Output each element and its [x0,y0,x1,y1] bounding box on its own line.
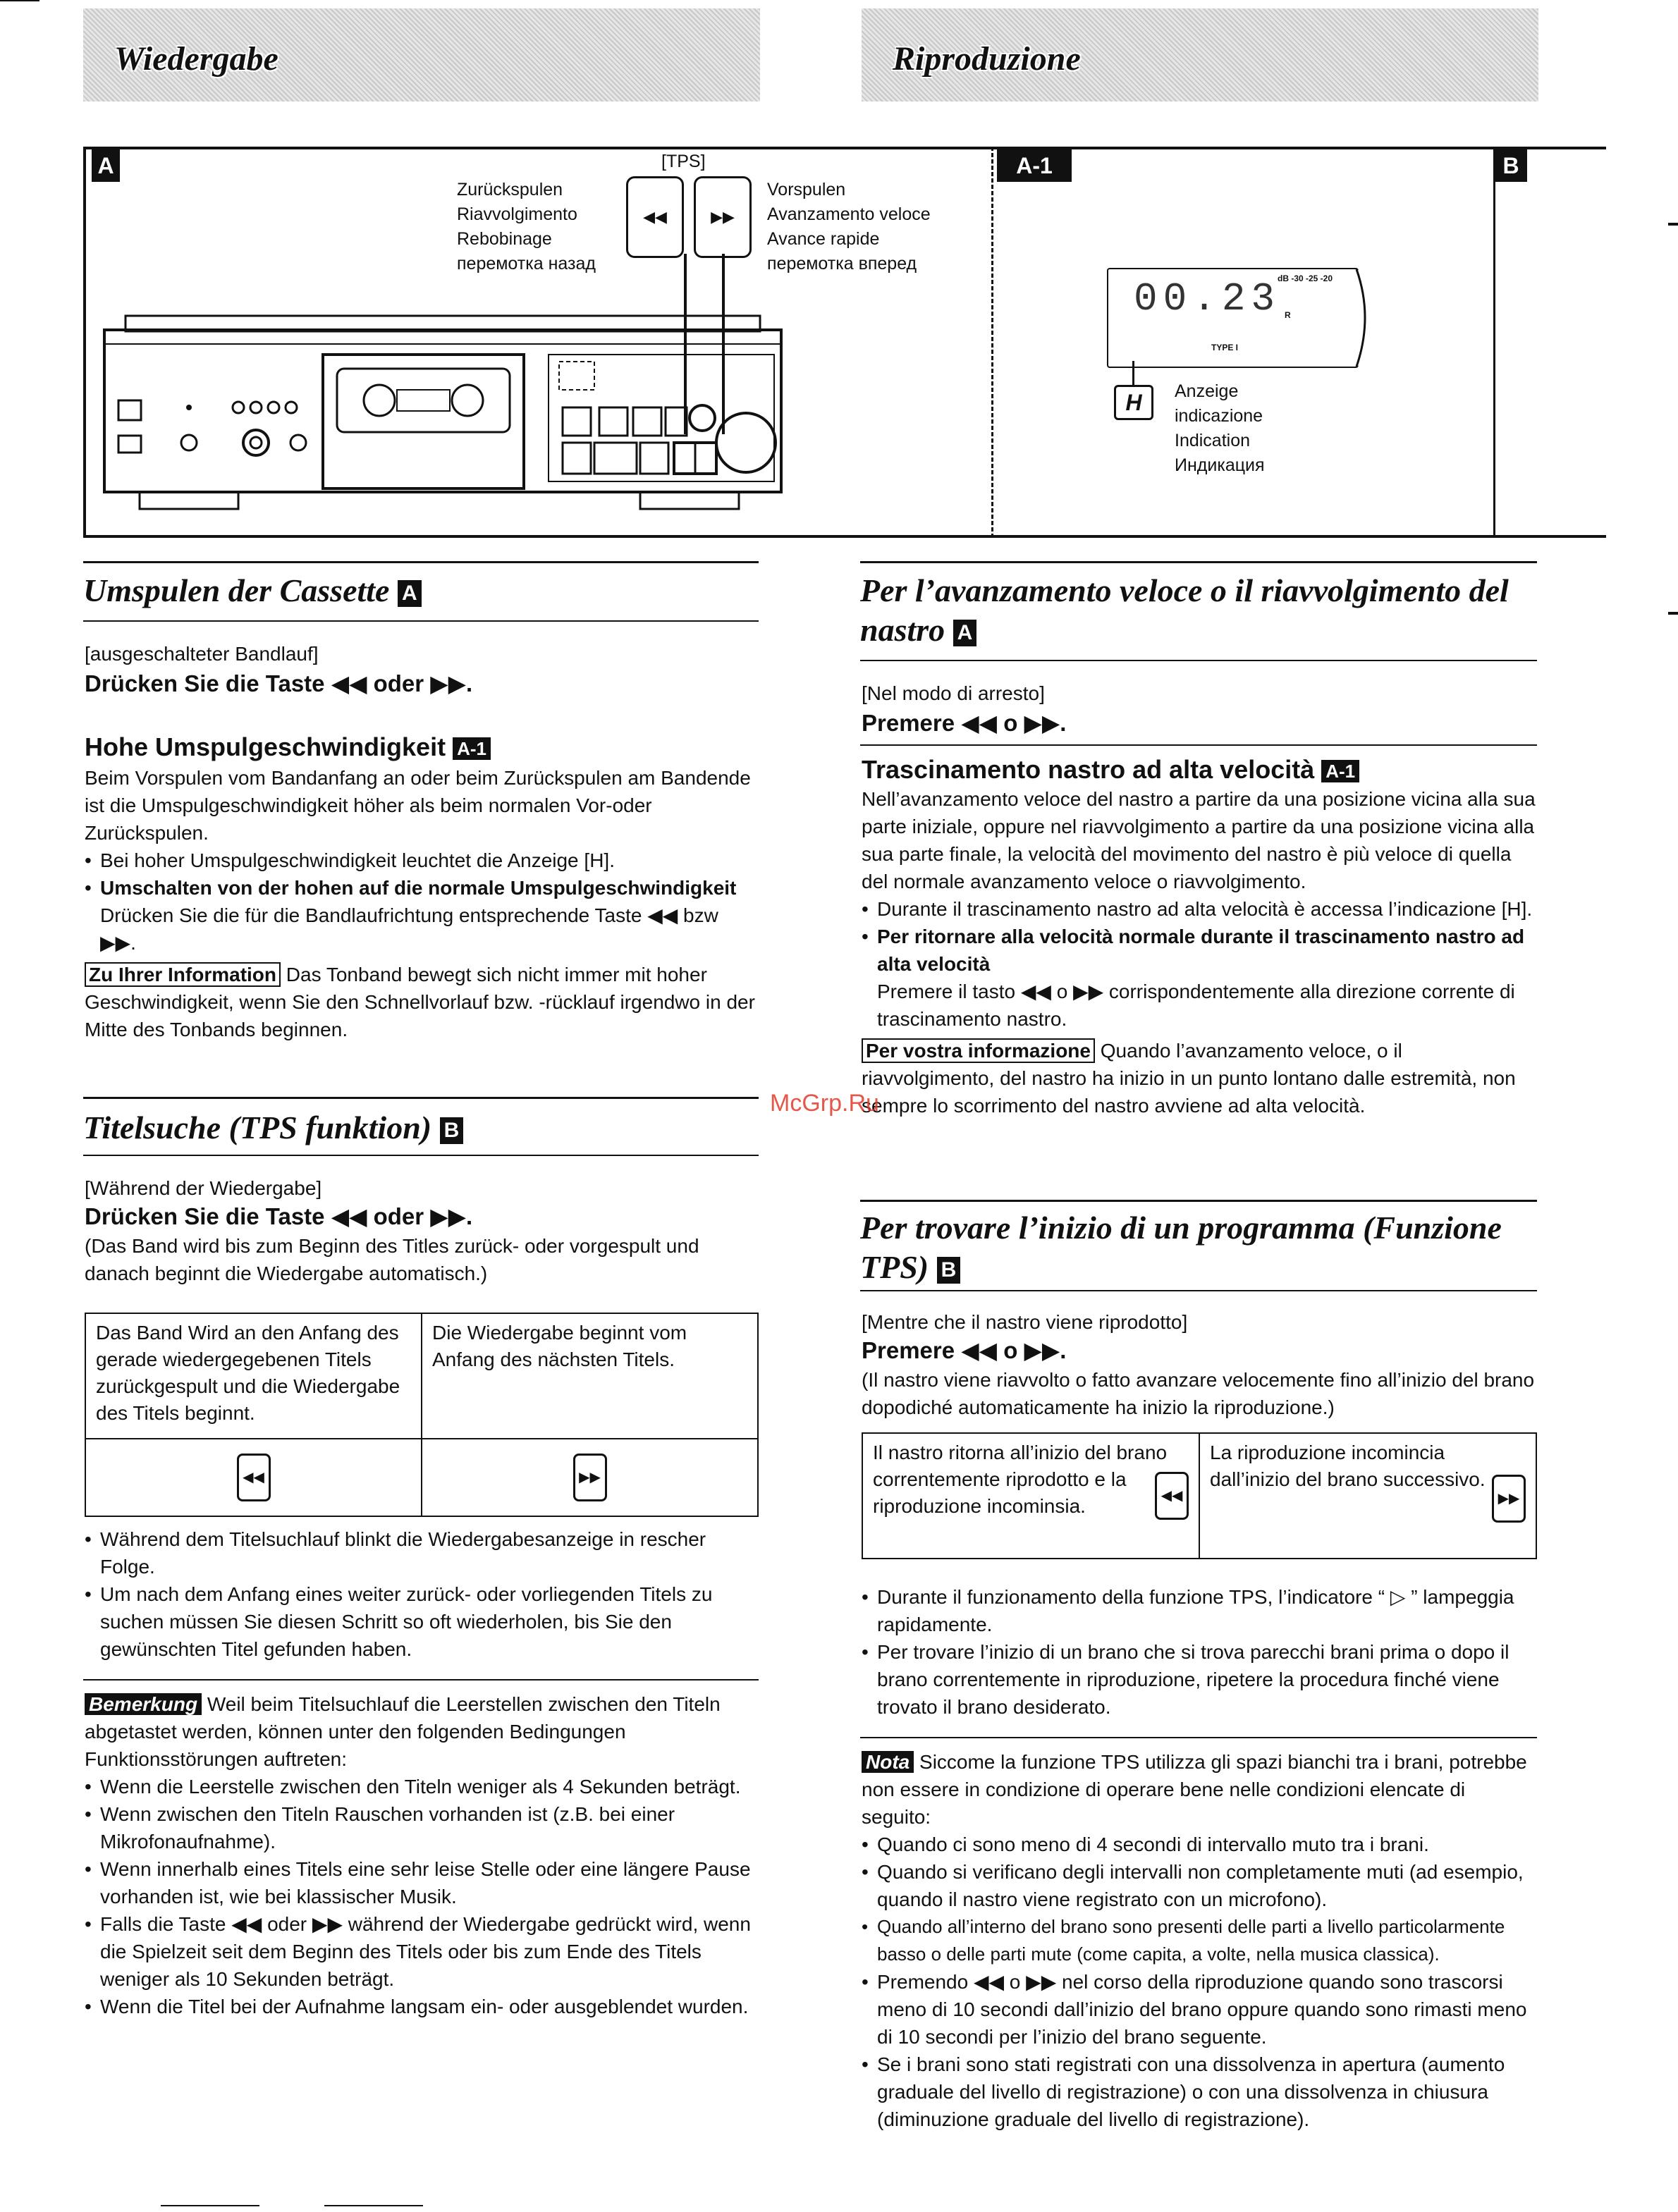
it-s3-note: (Il nastro viene riavvolto o fatto avanzare velocemente fino all’inizio del brano dopodiché automaticamente ha inizio la riproduzione.) [862,1369,1535,1418]
figure-label-a: A [92,149,120,182]
it-tps-left-cell [862,1433,1199,1559]
de-s1-title: Umspulen der Cassette A [83,571,422,610]
it-s2-title: Trascinamento nastro ad alta velocità A-1 [862,754,1359,785]
display-type: TYPE I [1211,343,1239,352]
it-s3-title: Per trovare l’inizio di un programma (Funzione TPS) B [860,1210,1502,1285]
de-tps-right-cell: Die Wiedergabe beginnt vom Anfang des nächsten Titels. [422,1313,758,1439]
de-s2-list [85,847,759,957]
de-s2-title: Hohe Umspulgeschwindigkeit A-1 [85,732,491,763]
de-note-label: Bemerkung [85,1693,202,1715]
de-s2-info-text: Das Tonband bewegt sich nicht immer mit hoher Geschwindigkeit, wenn Sie den Schnellvorlauf bzw. -rücklauf irgendwo in der Mitte des Tonbands beginnen. [85,964,755,1040]
figure-label-a1: A-1 [997,149,1072,182]
de-s1-tag: A [398,580,422,607]
de-tps-right-key-cell [422,1439,758,1516]
it-s2-text: Nell’avanzamento veloce del nastro a partire da una posizione vicina alla sua parte iniziale, oppure nel riavvolgimento a partire da una posizione vicina alla sua parte finale, la velocità del movimento del nastro è più veloce di quella del normale avanzamento veloce o riavvolgimento. [862,788,1536,892]
it-s1-cond: [Nel modo di arresto] [862,682,1045,704]
ff-key-icon: ▶▶ [573,1454,607,1501]
indicator-h-icon: H [1114,385,1153,420]
de-tps-table [85,1313,759,1517]
it-s2-b1: • Durante il trascinamento nastro ad alta velocità è accessa l’indicazione [H]. [862,895,1537,923]
de-tps-left-key-cell [85,1439,422,1516]
de-s2-b2-text: Drücken Sie die für die Bandlaufrichtung entsprechende Taste ◀◀ bzw ▶▶. [100,904,718,954]
figure-panel [83,147,1606,538]
rewind-label-de: Zurückspulen [457,180,563,199]
right-banner-title: Riproduzione [893,40,1081,78]
de-note-b3: • Wenn innerhalb eines Titels eine sehr leise Stelle oder eine längere Pause vorhanden ist, wie bei klassischer Musik. [85,1855,759,1910]
de-note-text: Weil beim Titelsuchlauf die Leerstellen zwischen den Titeln abgetastet werden, können unter den folgenden Bedingungen Funktionsstörungen auftreten: [85,1693,721,1770]
cassette-deck-illustration [97,302,802,534]
it-note-label: Nota [862,1751,914,1773]
indicator-labels [1175,379,1265,478]
rewind-key-icon: ◀◀ [626,176,684,258]
it-tps-table [862,1432,1537,1559]
indicator-label-it: indicazione [1175,406,1263,426]
it-s2-body [862,785,1537,1119]
it-tps-left-text: Il nastro ritorna all’inizio del brano correntemente riprodotto e la riproduzione incominsia. [873,1442,1168,1517]
de-s3-cond: [Während der Wiedergabe] [85,1177,322,1199]
left-banner-title: Wiedergabe [114,40,278,78]
de-note [85,1690,759,2020]
de-s3-cmd: Drücken Sie die Taste ◀◀ oder ▶▶. [85,1203,473,1229]
it-s3-tag: B [937,1257,961,1284]
it-note-text: Siccome la funzione TPS utilizza gli spazi bianchi tra i brani, potrebbe non essere in condizione di operare bene nelle condizioni elencate di seguito: [862,1751,1527,1828]
ff-label-it: Avanzamento veloce [767,204,931,224]
ff-labels [767,178,993,276]
de-note-b2: • Wenn zwischen den Titeln Rauschen vorhanden ist (z.B. bei einer Mikrofonaufnahme). [85,1800,759,1855]
de-s2-b1: • Bei hoher Umspulgeschwindigkeit leuchtet die Anzeige [H]. [85,847,759,874]
rewind-label-it: Riavvolgimento [457,204,577,224]
display-edge [1355,268,1376,368]
it-s2-list [862,895,1537,1033]
right-banner [862,8,1538,102]
display-digits: 00.23 [1134,276,1281,321]
it-note [862,1748,1537,2133]
de-s2-info-label: Zu Ihrer Information [85,962,281,987]
de-s3-title: Titelsuche (TPS funktion) B [83,1108,463,1148]
de-s1-cond: [ausgeschalteter Bandlauf] [85,643,319,665]
ff-label-ru: перемотка вперед [767,254,917,274]
it-tps-right-text: La riproduzione incomincia dall’inizio del brano successivo. [1210,1442,1486,1490]
de-s2-tag: A-1 [453,737,491,760]
rewind-label-fr: Rebobinage [457,229,552,249]
it-s3-list [862,1583,1537,1721]
de-note-b4: • Falls die Taste ◀◀ oder ▶▶ während der Wiedergabe gedrückt wird, wenn die Spielzeit seit dem Beginn des Titels oder bis zum Ende des Titels weniger als 10 Sekunden beträgt. [85,1910,759,1993]
tps-label: [TPS] [661,152,706,171]
it-note-b2: • Quando si verificano degli intervalli non completamente muti (ad esempio, quando il nastro viene registrato con un microfono). [862,1858,1537,1913]
de-s3-tag: B [440,1117,464,1144]
de-s2-text: Beim Vorspulen vom Bandanfang an oder beim Zurückspulen am Bandende ist die Umspulgeschwindigkeit höher als beim normalen Vor-oder Zurückspulen. [85,767,751,844]
it-s2-info-label: Per vostra informazione [862,1038,1095,1063]
de-s2-b2 [85,874,759,957]
it-s3-cmd: Premere ◀◀ o ▶▶. [862,1337,1067,1363]
de-note-b1: • Wenn die Leerstelle zwischen den Titeln weniger als 4 Sekunden beträgt. [85,1773,759,1800]
de-s3-b2: • Um nach dem Anfang eines weiter zurück- oder vorliegenden Titels zu suchen müssen Sie diesen Schritt so oft wiederholen, bis Sie den gewünschten Titel gefunden haben. [85,1580,759,1663]
de-s3-note: (Das Band wird bis zum Beginn des Titles zurück- oder vorgespult und danach beginnt die Wiedergabe automatisch.) [85,1235,699,1284]
it-note-b5: • Se i brani sono stati registrati con una dissolvenza in apertura (aumento graduale del livello di registrazione) o con una dissolvenza in chiusura (diminuzione graduale del livello di registrazione). [862,2051,1537,2133]
de-s3-b1: • Während dem Titelsuchlauf blinkt die Wiedergabesanzeige in rescher Folge. [85,1525,759,1580]
rewind-key-icon: ◀◀ [237,1454,271,1501]
it-tps-right-cell [1199,1433,1536,1559]
de-note-list [85,1773,759,2020]
de-s2-info [85,961,759,1043]
de-tps-left-cell: Das Band Wird an den Anfang des gerade wiedergegebenen Titels zurückgespult und die Wiedergabe des Titels beginnt. [85,1313,422,1439]
it-s1-tag: A [953,620,977,646]
de-s2-b2-head: Umschalten von der hohen auf die normale Umspulgeschwindigkeit [100,877,737,899]
de-s3-list [85,1525,759,1663]
it-s2-b2 [862,923,1537,1033]
indicator-label-fr: Indication [1175,431,1251,450]
indicator-label-de: Anzeige [1175,381,1239,401]
it-s2-tag: A-1 [1321,760,1359,782]
it-s1-title: Per l’avanzamento veloce o il riavvolgimento del nastro A [860,572,1509,648]
rewind-label-ru: перемотка назад [457,254,596,274]
it-s3-cond: [Mentre che il nastro viene riprodotto] [862,1311,1188,1333]
it-note-b1: • Quando ci sono meno di 4 secondi di intervallo muto tra i brani. [862,1831,1537,1858]
it-s2-b2-text: Premere il tasto ◀◀ o ▶▶ corrispondentemente alla direzione corrente di trascinamento nastro. [877,981,1515,1030]
de-note-b5: • Wenn die Titel bei der Aufnahme langsam ein- oder ausgeblendet wurden. [85,1993,759,2020]
ff-label-de: Vorspulen [767,180,846,199]
it-s2-info-text: Quando l’avanzamento veloce, o il riavvolgimento, del nastro ha inizio in un punto lontano dalle estremità, non sempre lo scorrimento del nastro avviene ad alta velocità. [862,1040,1516,1117]
it-note-list [862,1831,1537,2133]
ff-label-fr: Avance rapide [767,229,880,249]
it-s3-b2: • Per trovare l’inizio di un brano che si trova parecchi brani prima o dopo il brano correntemente in riproduzione, ripetere la procedura finché viene trovato il brano desiderato. [862,1638,1537,1721]
display-scale: dB -30 -25 -20 [1278,274,1333,283]
rewind-key-icon: ◀◀ [1155,1472,1189,1520]
ff-key-icon: ▶▶ [1492,1475,1526,1523]
watermark: McGrp.Ru [770,1090,879,1117]
figure-label-b: B [1495,149,1527,182]
display-r: R [1285,310,1291,320]
it-note-b4: • Premendo ◀◀ o ▶▶ nel corso della riproduzione quando sono trascorsi meno di 10 secondi dall’inizio del brano oppure quando sono rimasti meno di 10 secondi per l’inizio del brano seguente. [862,1968,1537,2051]
it-s3-b1: • Durante il funzionamento della funzione TPS, l’indicatore “ ▷ ” lampeggia rapidamente. [862,1583,1537,1638]
ff-key-icon: ▶▶ [694,176,752,258]
it-note-b3: • Quando all’interno del brano sono presenti delle parti a livello particolarmente basso o delle parti mute (come capita, a volte, nella musica classica). [862,1913,1537,1968]
de-s2-body [85,764,759,1043]
it-s2-info [862,1037,1537,1119]
it-s1-cmd: Premere ◀◀ o ▶▶. [862,710,1067,736]
it-s2-b2-head: Per ritornare alla velocità normale durante il trascinamento nastro ad alta velocità [877,926,1525,975]
display-panel [1107,268,1359,368]
de-s1-cmd: Drücken Sie die Taste ◀◀ oder ▶▶. [85,670,473,696]
left-banner [83,8,760,102]
indicator-label-ru: Индикация [1175,455,1265,475]
